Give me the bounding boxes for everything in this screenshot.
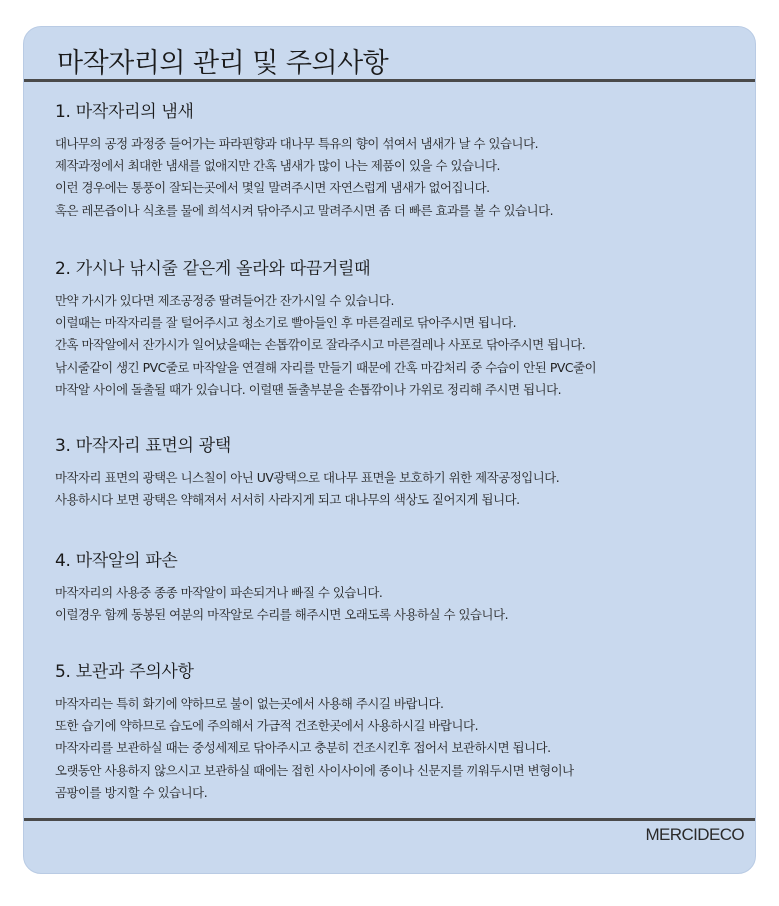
section-text-line: 사용하시다 보면 광택은 약해져서 서서히 사라지게 되고 대나무의 색상도 짙어지게 됩니다. (55, 492, 520, 508)
section-text-line: 이럴경우 함께 동봉된 여분의 마작알로 수리를 해주시면 오래도록 사용하실 수 있습니다. (55, 607, 509, 623)
section-splinters (55, 254, 745, 401)
section-text-line: 만약 가시가 있다면 제조공정중 딸려들어간 잔가시일 수 있습니다. (55, 293, 394, 308)
section-text-line: 이럴때는 마작자리를 잘 털어주시고 청소기로 빨아들인 후 마른걸레로 닦아주시면 됩니다. (55, 315, 517, 331)
section-text-line: 마작자리를 보관하실 때는 중성세제로 닦아주시고 충분히 건조시킨후 접어서 보관하시면 됩니다. (55, 740, 551, 756)
section-text-line: 낚시줄같이 생긴 PVC줄로 마작알을 연결해 자리를 만들기 때문에 간혹 마감처리 중 수습이 안된 PVC줄이 (55, 359, 597, 375)
section-smell (55, 97, 745, 222)
section-damage (55, 546, 745, 626)
section-heading: 2. 가시나 낚시줄 같은게 올라와 따끔거릴때 (55, 259, 371, 279)
section-text-line: 마작자리 표면의 광택은 니스칠이 아닌 UV광택으로 대나무 표면을 보호하기 위한 제작공정입니다. (55, 470, 560, 485)
section-text-line: 또한 습기에 약하므로 습도에 주의해서 가급적 건조한곳에서 사용하시길 바랍니다. (55, 718, 479, 734)
section-text-line: 마작자리의 사용중 종종 마작알이 파손되거나 빠질 수 있습니다. (55, 585, 383, 600)
top-divider (24, 79, 755, 82)
section-heading: 5. 보관과 주의사항 (55, 662, 194, 682)
section-heading: 4. 마작알의 파손 (55, 551, 178, 571)
section-text-line: 간혹 마작알에서 잔가시가 일어났을때는 손톱깎이로 잘라주시고 마른걸레나 사포로 닦아주시면 됩니다. (55, 337, 586, 353)
section-storage (55, 657, 745, 804)
section-text-line: 마작알 사이에 돌출될 때가 있습니다. 이럴땐 돌출부분을 손톱깎이나 가위로 정리해 주시면 됩니다. (55, 381, 562, 397)
brand-logo-text: MERCIDECO (645, 825, 744, 844)
section-text-line: 이런 경우에는 통풍이 잘되는곳에서 몇일 말려주시면 자연스럽게 냄새가 없어집니다. (55, 180, 490, 196)
care-instructions-card (23, 26, 756, 874)
page-title: 마작자리의 관리 및 주의사항 (57, 48, 389, 79)
section-heading: 1. 마작자리의 냄새 (55, 102, 194, 122)
section-text-line: 제작과정에서 최대한 냄새를 없애지만 간혹 냄새가 많이 나는 제품이 있을 수 있습니다. (55, 158, 501, 174)
bottom-divider (24, 818, 755, 821)
section-text-line: 곰팡이를 방지할 수 있습니다. (55, 784, 208, 800)
section-heading: 3. 마작자리 표면의 광택 (55, 436, 232, 456)
section-text-line: 오랫동안 사용하지 않으시고 보관하실 때에는 접힌 사이사이에 종이나 신문지를 끼워두시면 변형이나 (55, 762, 574, 778)
section-text-line: 마작자리는 특히 화기에 약하므로 불이 없는곳에서 사용해 주시길 바랍니다. (55, 696, 444, 711)
section-text-line: 혹은 레몬즙이나 식초를 물에 희석시켜 닦아주시고 말려주시면 좀 더 빠른 효과를 볼 수 있습니다. (55, 202, 554, 218)
section-gloss (55, 431, 745, 511)
section-text-line: 대나무의 공정 과정중 들어가는 파라핀향과 대나무 특유의 향이 섞여서 냄새가 날 수 있습니다. (55, 136, 539, 151)
